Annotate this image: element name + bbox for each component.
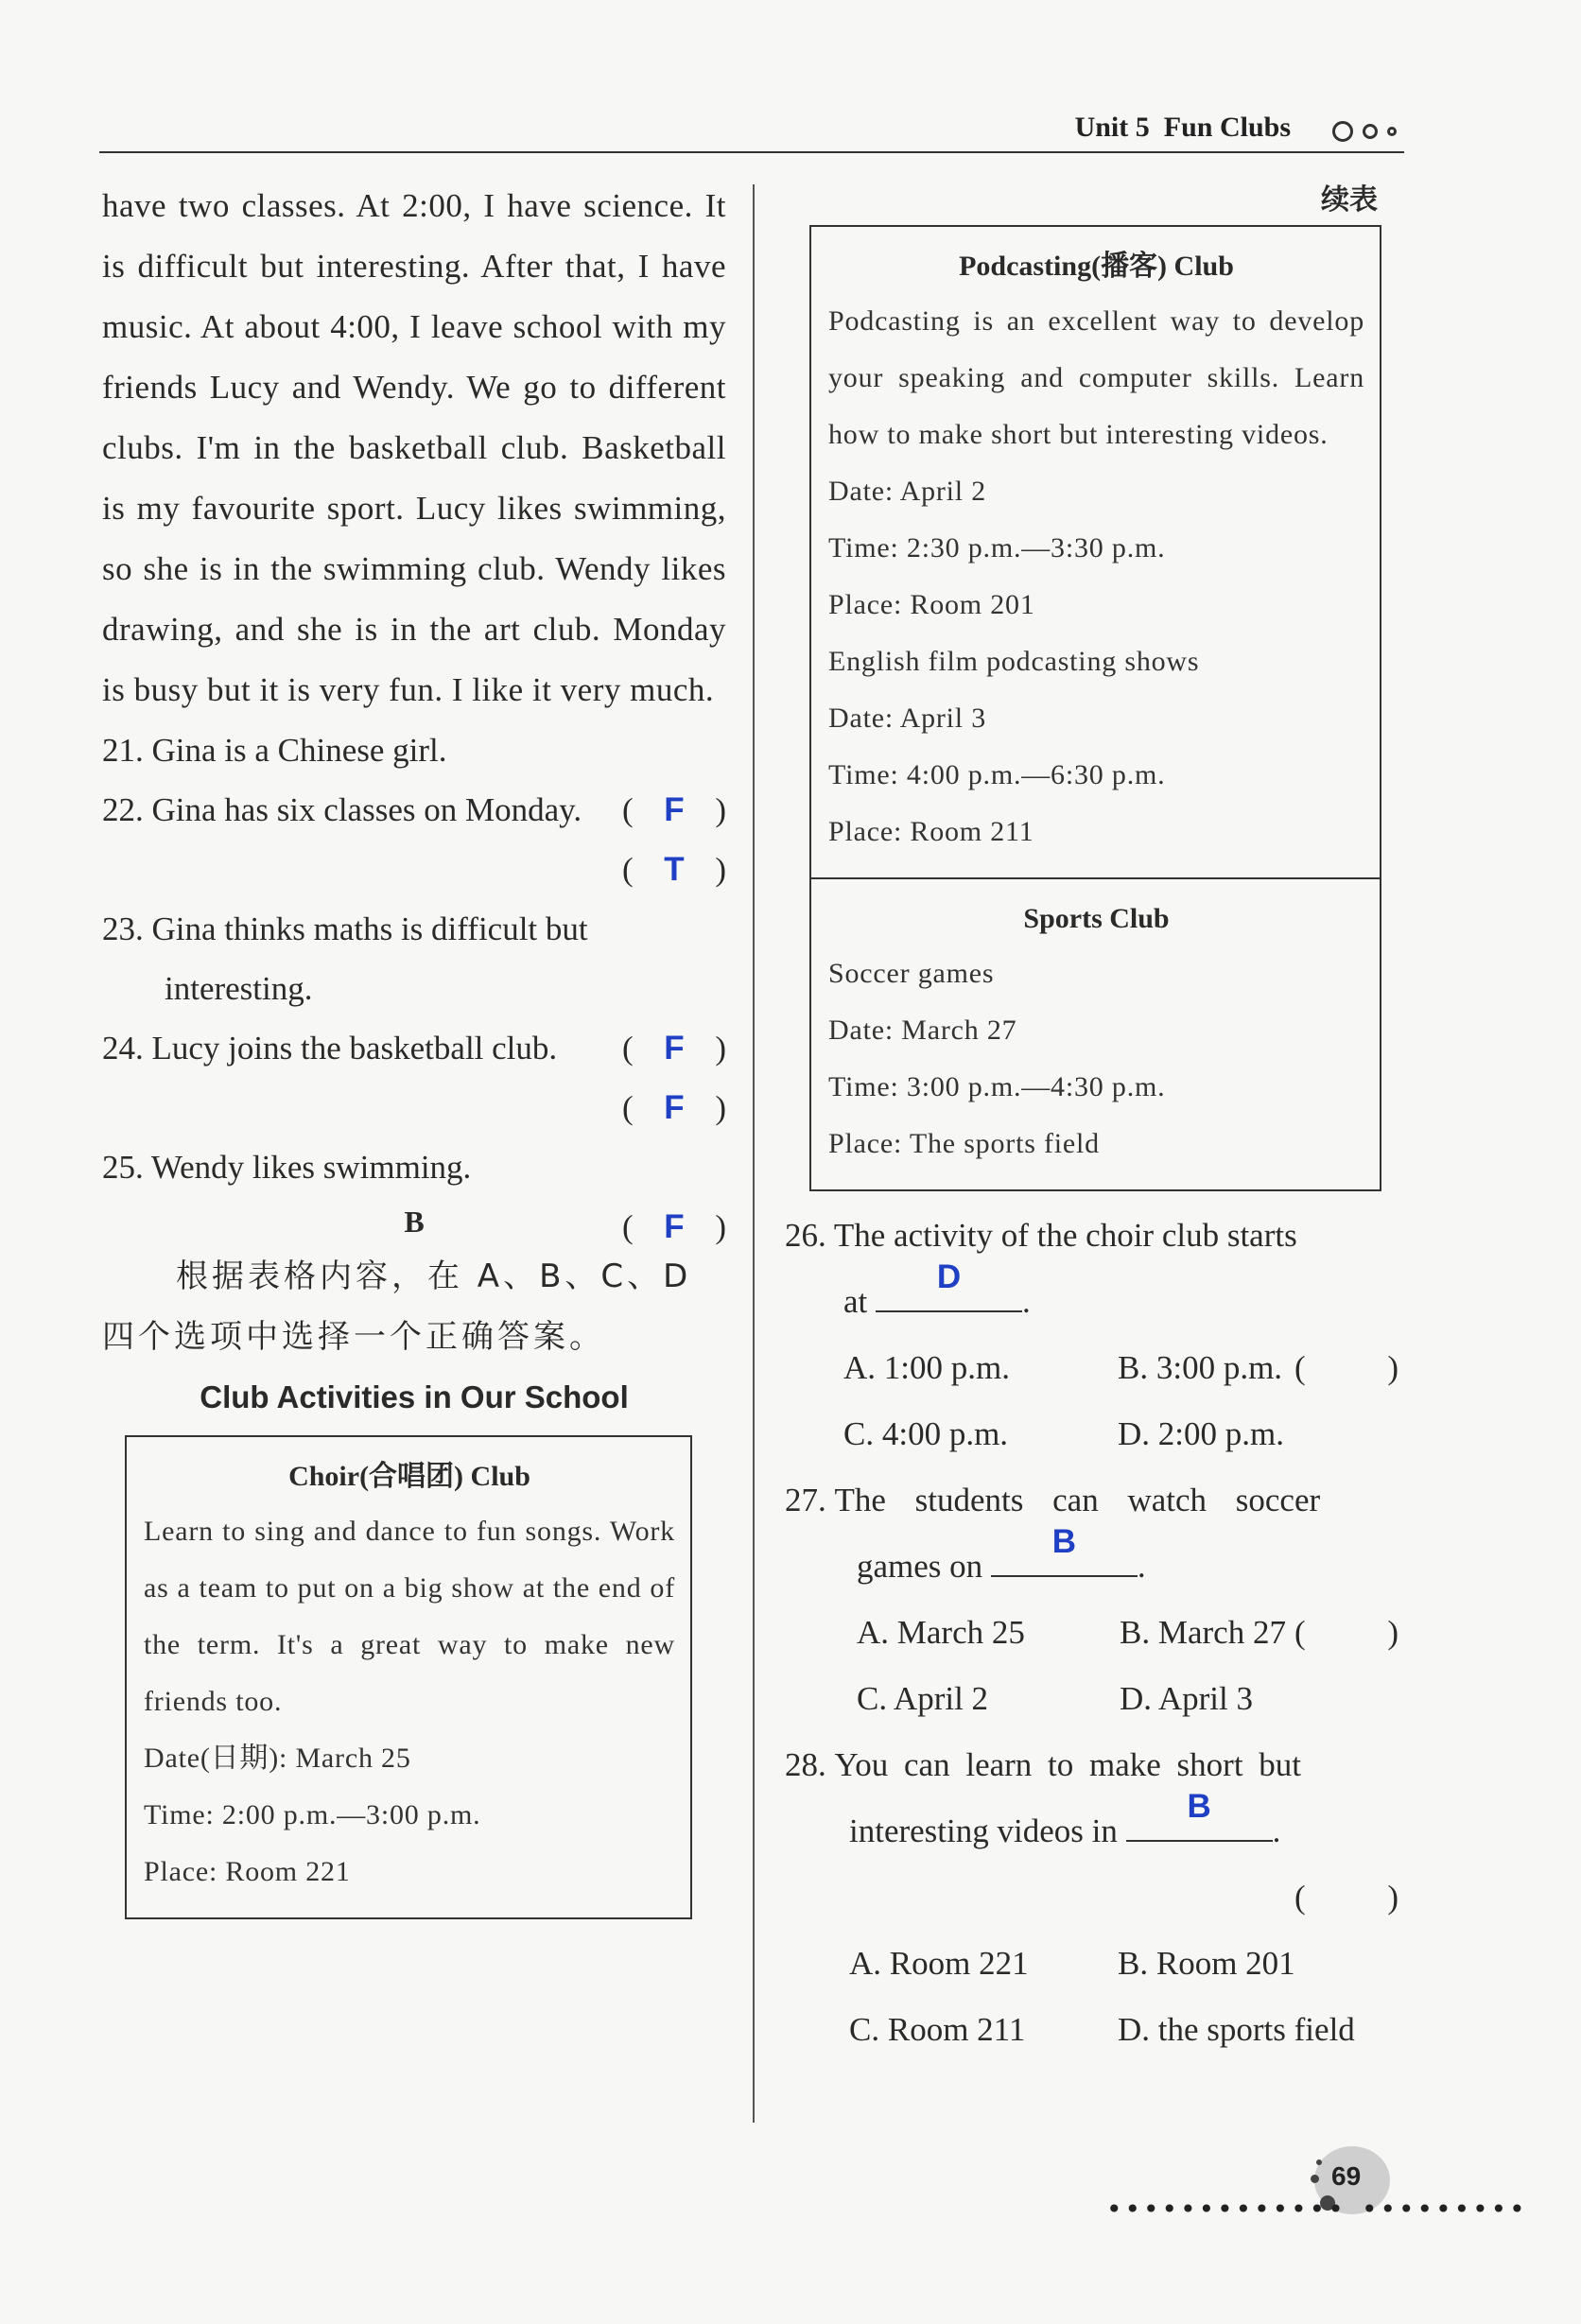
choir-club-place: Place: Room 221 [144,1856,351,1887]
choir-club-table [125,1435,692,1919]
choir-club-date: Date(日期): March 25 [144,1743,411,1774]
answer-23: F [664,1030,685,1067]
answer-bracket: ( F ) [622,1197,726,1257]
question-28: 28. You can learn to make short but interesting videos in B . ( ) A. Room 221 B. Room 201 C. Room 211 D. the sports field [785,1746,1399,2048]
answer-25: F [664,1208,685,1245]
choir-club-time: Time: 2:00 p.m.—3:00 p.m. [144,1799,481,1830]
dotted-line-left: ••••••••••••• [1106,2194,1346,2225]
answer-bracket: ( F ) [622,780,726,840]
answer-bracket: ( ) [1294,1879,1399,1916]
dotted-line-right: ••••••••• [1362,2194,1528,2225]
page-footer [1106,2146,1532,2225]
sports-club: Sports Club Soccer games Date: March 27 Time: 3:00 p.m.—4:30 p.m. Place: The sports field [811,879,1380,1189]
answer-24: F [664,1089,685,1126]
question-23: 23. Gina thinks maths is difficult but [102,911,588,947]
question-27: 27. The students can watch soccer games on B . ( ) A. March 25 B. March 27 C. April 2 D. April 3 [785,1482,1399,1717]
question-24-answer-row [102,1078,726,1137]
answer-22: T [664,851,685,888]
question-26: 26. The activity of the choir club starts at D . ( ) A. 1:00 p.m. B. 3:00 p.m. C. 4:00 p.m. D. 2:00 p.m. [785,1217,1399,1452]
podcasting-club-desc: Podcasting is an excellent way to develop your speaking and computer skills. Learn how to make short but interesting videos. [828,305,1364,450]
answer-bracket: ( F ) [622,1078,726,1137]
answer-bracket: ( F ) [622,1018,726,1078]
question-23-cont: interesting. ( F ) [102,959,726,1018]
answer-blank-27: B [991,1537,1138,1577]
header-title [1075,112,1291,144]
question-25: 25. Wendy likes swimming. ( F ) [102,1137,726,1197]
answer-bracket: ( ) [1294,1349,1399,1386]
left-column [102,176,726,1919]
question-21: 21. Gina is a Chinese girl. ( F ) [102,720,726,780]
choir-club-name: Choir(合唱团) Club [288,1461,530,1492]
podcasting-club-name: Podcasting(播客) Club [959,251,1234,282]
right-column [785,176,1404,2063]
podcasting-club: Podcasting(播客) Club Podcasting is an excellent way to develop your speaking and computer skills. Learn how to make short but interesting videos. Date: April 2 Time: 2:30 p.m.—3:30 p.m. Place: Room 201 English film podcasting shows Date: April 3 Time: 4:00 p.m.—6:30 p.m. Place: Room 211 [811,227,1380,877]
page-number: 69 [1331,2161,1362,2191]
instruction-line-2: 四个选项中选择一个正确答案。 [102,1318,605,1356]
decorative-circles-icon [1332,121,1397,142]
table-title: Club Activities in Our School [200,1379,629,1414]
sports-club-name: Sports Club [1023,903,1170,934]
question-22-answer-row [102,840,726,899]
section-b-label: B [404,1205,425,1239]
answer-blank-28: B [1126,1802,1273,1842]
column-divider [753,184,755,2123]
question-24: 24. Lucy joins the basketball club. [102,1030,558,1067]
reading-passage: have two classes. At 2:00, I have science. It is difficult but interesting. After that, I have music. At about 4:00, I leave school with my friends Lucy and Wendy. We go to different clubs. I'm in the basketball club. Basketball is my favourite sport. Lucy likes swimming, so she is in the swimming club. Wendy likes drawing, and she is in the art club. Monday is busy but it is very fun. I like it very much. [102,187,726,708]
unit-title: Fun Clubs [1163,112,1291,143]
question-22: 22. Gina has six classes on Monday. [102,791,582,828]
instruction-line-1: 根据表格内容，在 A、B、C、D [176,1257,692,1295]
page-header [99,112,1404,151]
unit-label: Unit 5 [1074,112,1150,143]
answer-bracket: ( ) [1294,1614,1399,1651]
answer-21: F [664,791,685,828]
choir-club-desc: Learn to sing and dance to fun songs. Work as a team to put on a big show at the end of the term. It's a great way to make new friends too. [144,1516,675,1717]
club-table-continued [809,225,1381,1191]
answer-blank-26: D [876,1273,1022,1312]
answer-bracket: ( T ) [622,840,726,899]
header-rule [99,151,1404,153]
continued-label: 续表 [1321,183,1378,217]
